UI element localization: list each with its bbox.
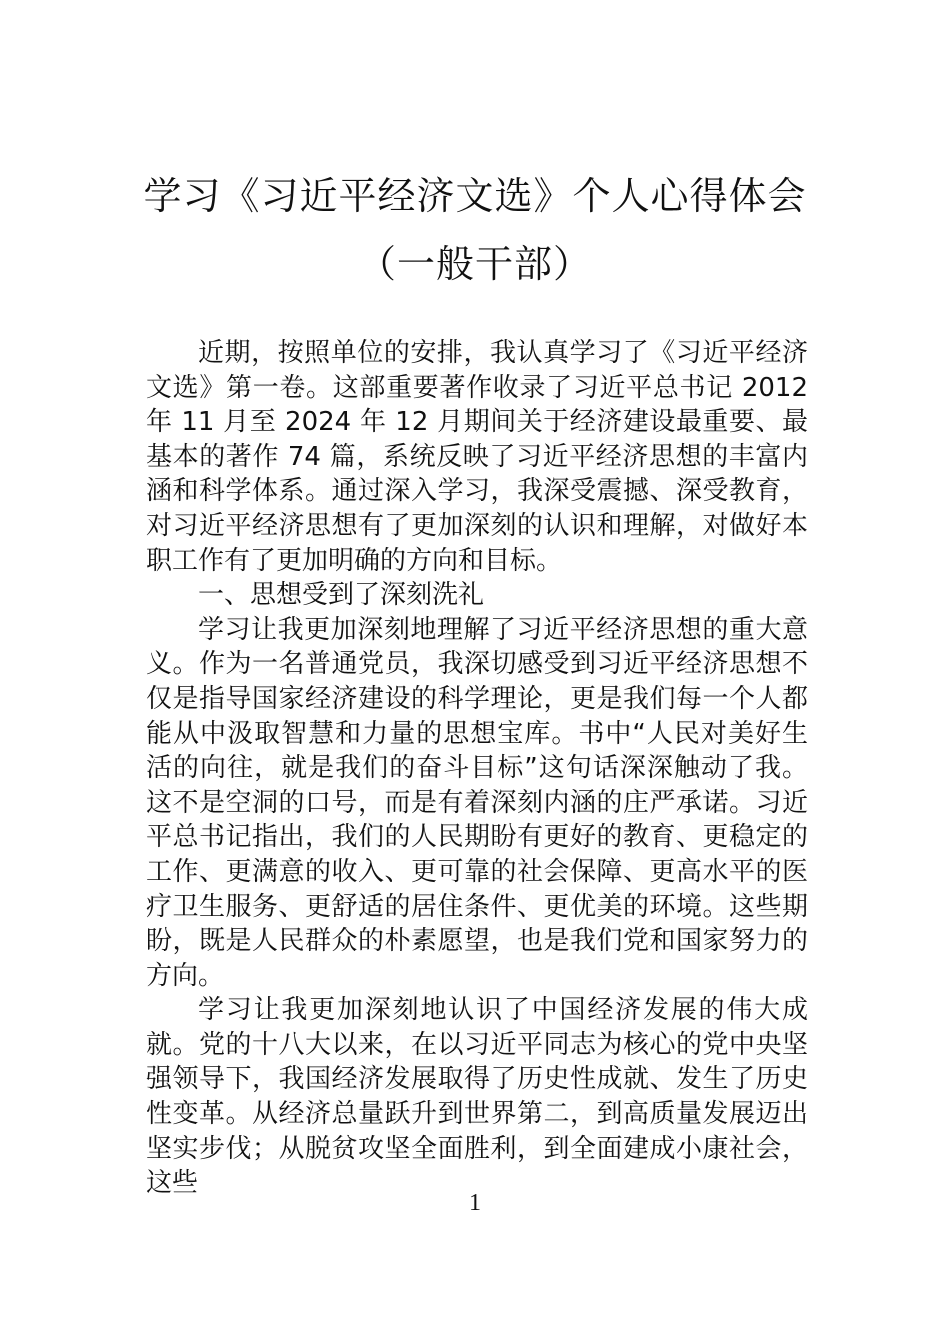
document-title: 学习《习近平经济文选》个人心得体会: [143, 174, 807, 218]
page-number: 1: [469, 1190, 481, 1216]
document-body: [146, 336, 808, 1201]
paragraph-significance: 学习让我更加深刻地理解了习近平经济思想的重大意义。作为一名普通党员，我深切感受到习近平经济思想不仅是指导国家经济建设的科学理论，更是我们每一个人都能从中汲取智慧和力量的思想宝库。书中“人民对美好生活的向往，就是我们的奋斗目标”这句话深深触动了我。这不是空洞的口号，而是有着深刻内涵的庄严承诺。习近平总书记指出，我们的人民期盼有更好的教育、更稳定的工作、更满意的收入、更可靠的社会保障、更高水平的医疗卫生服务、更舒适的居住条件、更优美的环境。这些期盼，既是人民群众的朴素愿望，也是我们党和国家努力的方向。: [146, 614, 808, 991]
paragraph-intro: 近期，按照单位的安排，我认真学习了《习近平经济文选》第一卷。这部重要著作收录了习近平总书记 2012 年 11 月至 2024 年 12 月期间关于经济建设最重要、最基本的著作 74 篇，系统反映了习近平经济思想的丰富内涵和科学体系。通过深入学习，我深受震撼、深受教育，对习近平经济思想有了更加深刻的认识和理解，对做好本职工作有了更加明确的方向和目标。: [146, 338, 808, 576]
paragraph-achievements: 学习让我更加深刻地认识了中国经济发展的伟大成就。党的十八大以来，在以习近平同志为核心的党中央坚强领导下，我国经济发展取得了历史性成就、发生了历史性变革。从经济总量跃升到世界第二，到高质量发展迈出坚实步伐；从脱贫攻坚全面胜利，到全面建成小康社会，这些: [146, 995, 808, 1199]
document-subtitle: （一般干部）: [357, 242, 592, 286]
section-heading-1: 一、思想受到了深刻洗礼: [198, 580, 485, 611]
